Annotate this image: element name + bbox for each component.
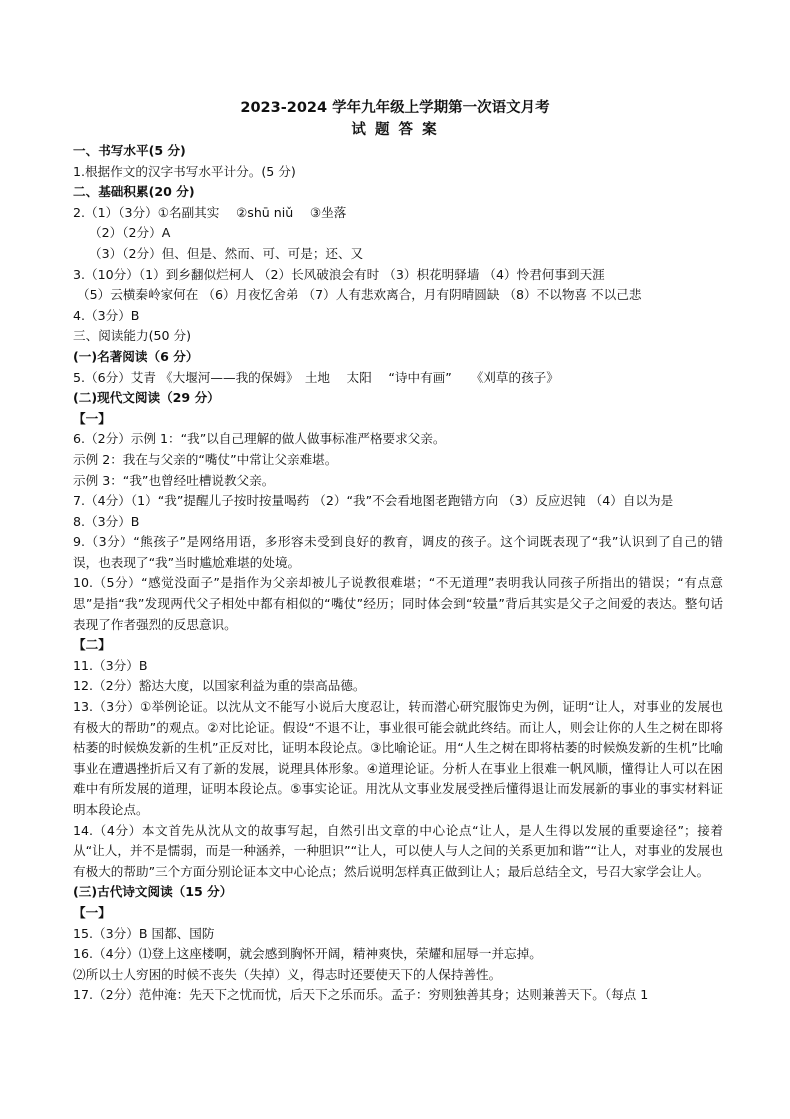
answer-line: 13.（3分）①举例论证。以沈从文不能写小说后大度忍让，转而潜心研究服饰史为例，证明“让人，对事业的发展也有极大的帮助”的观点。②对比论证。假设“不退不让，事业很可能会就此终结。而让人，则会让你的人生之树在即将枯萎的时候焕发新的生机”正反对比，证明本段论点。③比喻论证。用“人生之树在即将枯萎的时候焕发新的生机”比喻事业在遭遇挫折后又有了新的发展，说理具体形象。④道理论证。分析人在事业上很难一帆风顺，懂得让人可以在困难中有所发展的道理，证明本段论点。⑤事实论证。用沈从文事业发展受挫后懂得退让而发展新的事业的事实材料证明本段论点。 [73,699,723,817]
answer-line: 9.（3分）“熊孩子”是网络用语，多形容未受到良好的教育，调皮的孩子。这个词既表现了“我”认识到了自己的错误，也表现了“我”当时尴尬难堪的处境。 [73,534,723,570]
answer-line: 示例 3：“我”也曾经吐槽说教父亲。 [73,472,275,488]
answer-line: 10.（5分）“感觉没面子”是指作为父亲却被儿子说教很难堪；“不无道理”表明我认同孩子所指出的错误；“有点意思”是指“我”发现两代父子相处中都有相似的“嘴仗”经历；同时体会到“较量”背后其实是父子之间爱的表达。整句话表现了作者强烈的反思意识。 [73,575,723,632]
answer-line: (二)现代文阅读（29 分） [73,390,220,406]
answer-line: (三)古代诗文阅读（15 分） [73,884,233,900]
answer-line: 1.根据作文的汉字书写水平计分。(5 分) [73,163,296,179]
answer-line: 【一】 [73,410,111,426]
answer-line: （2）（2分）A [89,225,171,241]
answer-line: 16.（4分）⑴登上这座楼啊，就会感到胸怀开阔，精神爽快，荣耀和屈辱一并忘掉。 [73,946,542,962]
answer-line: 一、书写水平(5 分) [73,143,186,158]
answer-line: 【一】 [73,904,111,920]
answer-line: 5.（6分）艾青 《大堰河——我的保姆》 土地 太阳 “诗中有画” 《刈草的孩子》 [73,369,559,385]
answer-line: 二、基础积累(20 分) [73,184,195,200]
answer-line: 【二】 [73,637,111,653]
answer-line: ⑵所以士人穷困的时候不丧失（失掉）义，得志时还要使天下的人保持善性。 [73,966,502,982]
answer-body [73,141,723,1006]
answer-line: 2.（1）（3分）①名副其实 ②shū niǔ ③坐落 [73,204,347,220]
document-subtitle: 试 题 答 案 [351,122,439,138]
answer-line: 14.（4分）本文首先从沈从文的故事写起，自然引出文章的中心论点“让人，是人生得以发展的重要途径”；接着从“让人，并不是懦弱，而是一种涵养，一种胆识”“让人，可以使人与人之间的关系更加和谐”“让人，对事业的发展也有极大的帮助”三个方面分别论证本文中心论点；然后说明怎样真正做到让人；最后总结全文，号召大家学会让人。 [73,822,723,879]
answer-line: 三、阅读能力(50 分) [73,328,192,344]
answer-line: （3）（2分）但、但是、然而、可、可是；还、又 [89,245,364,261]
answer-line: (一)名著阅读（6 分） [73,348,199,364]
answer-line: 6.（2分）示例 1：“我”以自己理解的做人做事标准严格要求父亲。 [73,431,446,447]
document-title: 2023-2024 学年九年级上学期第一次语文月考 [240,100,550,116]
answer-line: 示例 2：我在与父亲的“嘴仗”中常让父亲难堪。 [73,451,338,467]
answer-line: 8.（3分）B [73,513,140,529]
answer-line: 3.（10分）（1）到乡翻似烂柯人 （2）长风破浪会有时 （3）枳花明驿墙 （4）怜君何事到天涯 [73,266,605,282]
answer-line: 7.（4分）（1）“我”提醒儿子按时按量喝药 （2）“我”不会看地图老跑错方向 （3）反应迟钝 （4）自以为是 [73,493,674,509]
answer-line: 11.（3分）B [73,657,148,673]
answer-line: （5）云横秦岭家何在 （6）月夜忆舍弟 （7）人有悲欢离合，月有阴晴圆缺 （8）不以物喜 不以己悲 [77,287,642,303]
answer-line: 12.（2分）豁达大度，以国家利益为重的崇高品德。 [73,678,366,694]
answer-line: 15.（3分）B 国都、国防 [73,925,215,941]
answer-line: 17.（2分）范仲淹：先天下之忧而忧，后天下之乐而乐。孟子：穷则独善其身；达则兼善天下。（每点 1 [73,987,649,1003]
answer-line: 4.（3分）B [73,307,140,323]
